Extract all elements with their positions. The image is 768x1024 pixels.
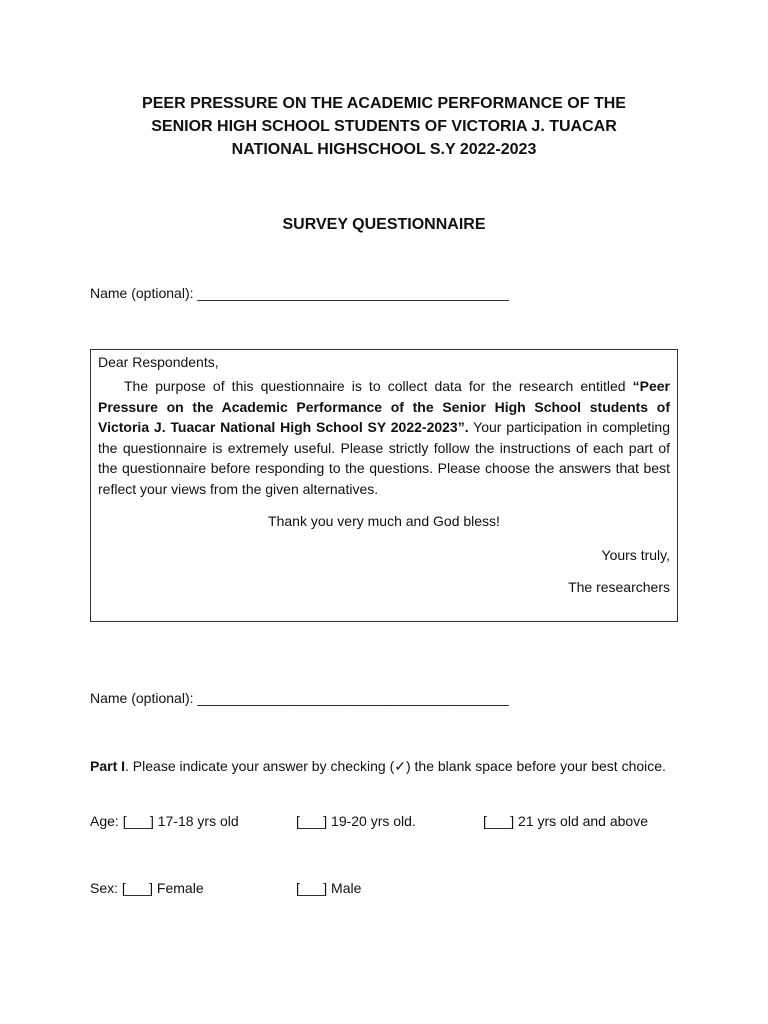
part-1-label: Part I — [90, 758, 126, 774]
age-label: Age: — [90, 813, 123, 829]
letter-greeting: Dear Respondents, — [98, 354, 219, 370]
age-label-with-first-option — [90, 812, 239, 830]
title-line-2: SENIOR HIGH SCHOOL STUDENTS OF VICTORIA J. TUACAR — [151, 118, 617, 135]
letter-closing: Yours truly, — [601, 547, 670, 563]
sex-option-male[interactable]: [___] Male — [296, 880, 362, 896]
letter-box — [90, 349, 678, 622]
name-field[interactable]: Name (optional): ________________________________________ — [90, 285, 509, 301]
sex-option-female[interactable]: [___] Female — [121, 880, 204, 896]
document-subtitle: SURVEY QUESTIONNAIRE — [282, 216, 486, 233]
name-field-2[interactable]: Name (optional): ________________________________________ — [90, 690, 509, 706]
age-option-19-20[interactable]: [___] 19-20 yrs old. — [296, 813, 416, 829]
sex-label-with-first-option — [90, 879, 204, 897]
letter-thanks: Thank you very much and God bless! — [268, 513, 500, 529]
letter-body-intro: The purpose of this questionnaire is to collect data for the research entitled — [124, 378, 633, 394]
letter-body — [98, 376, 670, 499]
letter-body-research-title: “Peer Pressure on the Academic Performance of the Senior High School students of Victoria J. Tuacar National High School SY 2022-2023”. — [98, 378, 670, 435]
letter-body-rest: Your participation in completing the questionnaire is extremely useful. Please strictly follow the instructions of each part of the questionnaire before responding to the questions. Please choose the answers that best reflect your views from the given alternatives. — [98, 419, 671, 497]
letter-signature: The researchers — [568, 579, 670, 595]
age-option-21-above[interactable]: [___] 21 yrs old and above — [483, 813, 649, 829]
title-line-1: PEER PRESSURE ON THE ACADEMIC PERFORMANCE OF THE — [142, 95, 626, 112]
part-1-instruction-text: . Please indicate your answer by checking (✓) the blank space before your best choice. — [125, 758, 666, 774]
document-title — [0, 92, 768, 161]
title-line-3: NATIONAL HIGHSCHOOL S.Y 2022-2023 — [231, 141, 537, 158]
age-option-17-18[interactable]: [___] 17-18 yrs old — [122, 813, 239, 829]
part-1-instruction — [90, 756, 670, 777]
sex-label: Sex: — [90, 880, 122, 896]
